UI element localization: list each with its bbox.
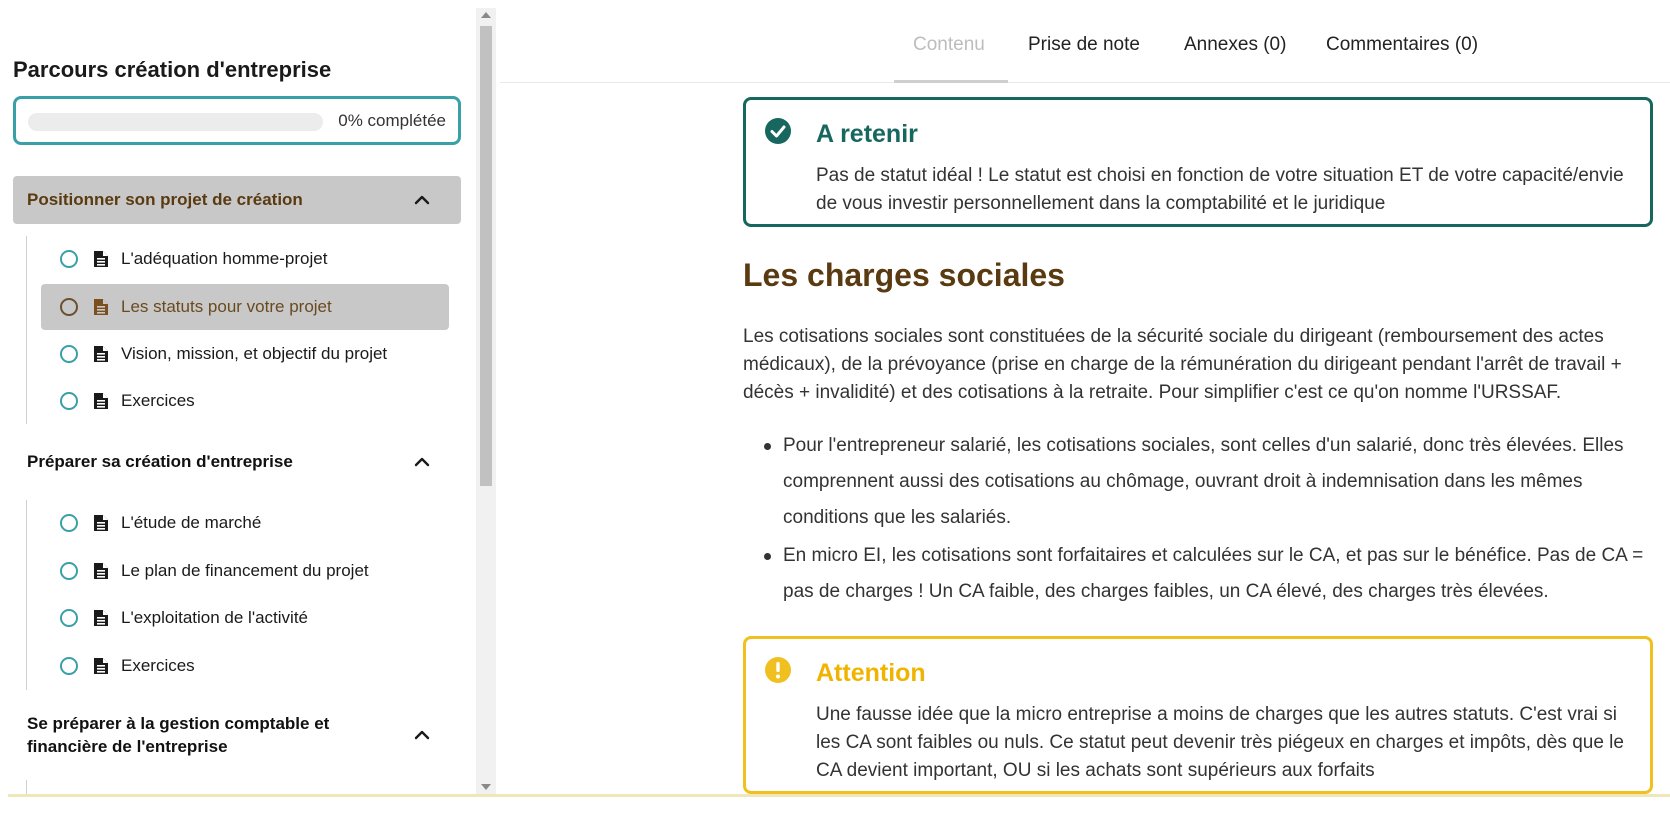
section-heading: Les charges sociales <box>743 257 1065 293</box>
progress-box <box>13 96 461 145</box>
lesson-content <box>500 0 1670 794</box>
tab-prise-de-note[interactable]: Prise de note <box>1028 34 1140 55</box>
progress-track <box>28 113 323 131</box>
section-title: Positionner son projet de création <box>27 190 303 209</box>
chevron-up-icon[interactable] <box>411 724 433 746</box>
document-icon <box>93 657 109 675</box>
course-sidebar <box>0 0 500 794</box>
document-icon <box>93 250 109 268</box>
section-title-line: financière de l'entreprise <box>27 737 228 756</box>
content-paragraph: Les cotisations sociales sont constituées de la sécurité sociale du dirigeant (remboursement des actes médicaux), de la prévoyance (prise en charge de la rémunération du dirigeant pendant l'arrêt de travail + décès + invalidité) et des cotisations à la retraite. Pour simplifier c'est ce qu'on nomme l'URSSAF. <box>743 326 1622 403</box>
callout-title: A retenir <box>816 120 918 148</box>
tab-commentaires[interactable]: Commentaires (0) <box>1326 34 1479 55</box>
callout-body: Une fausse idée que la micro entreprise a moins de charges que les autres statuts. C'est vrai si les CA sont faibles ou nuls. Ce statut peut devenir très piégeux en charges et impôts, dès que le CA devient important, OU si les achats sont supérieurs aux forfaits <box>816 704 1624 781</box>
content-tabs <box>500 0 1670 83</box>
circle-icon <box>60 345 78 363</box>
section-title: Préparer sa création d'entreprise <box>27 452 293 471</box>
lesson-label: L'étude de marché <box>121 513 262 532</box>
lesson-label: L'adéquation homme-projet <box>121 249 328 268</box>
active-tab-underline <box>894 80 1008 83</box>
lesson-item[interactable] <box>41 378 449 424</box>
course-title: Parcours création d'entreprise <box>13 57 332 82</box>
callout-title: Attention <box>816 659 926 687</box>
lesson-item-active[interactable] <box>41 284 449 330</box>
lesson-item[interactable] <box>41 548 449 594</box>
lesson-list <box>26 236 446 424</box>
section-header-gestion[interactable] <box>13 704 461 766</box>
document-icon <box>93 392 109 410</box>
lesson-label: Exercices <box>121 391 195 410</box>
lesson-item[interactable] <box>41 643 449 689</box>
lesson-label: Vision, mission, et objectif du projet <box>121 344 388 363</box>
tab-annexes[interactable]: Annexes (0) <box>1184 34 1287 55</box>
section-header-positionner[interactable] <box>13 176 461 224</box>
document-icon <box>93 514 109 532</box>
circle-icon <box>60 514 78 532</box>
lesson-label: Les statuts pour votre projet <box>121 297 332 316</box>
callout-attention <box>743 636 1653 794</box>
circle-icon <box>60 250 78 268</box>
sidebar-content <box>0 0 476 794</box>
circle-icon <box>60 657 78 675</box>
circle-icon <box>60 298 78 316</box>
lesson-list <box>26 500 446 690</box>
section-title-line: Se préparer à la gestion comptable et <box>27 714 330 733</box>
progress-label: 0% complétée <box>338 111 446 130</box>
lesson-list <box>26 780 446 794</box>
circle-icon <box>60 609 78 627</box>
lesson-label: L'exploitation de l'activité <box>121 608 308 627</box>
chevron-up-icon[interactable] <box>411 451 433 473</box>
document-icon <box>93 562 109 580</box>
chevron-up-icon[interactable] <box>411 189 433 211</box>
section-title <box>27 712 329 758</box>
circle-icon <box>60 392 78 410</box>
bullet-item: Pour l'entrepreneur salarié, les cotisations sociales, sont celles d'un salarié, donc très élevées. Elles comprennent aussi des cotisations au chômage, ouvrant droit à indemnisation dans les mêmes conditions que les salariés. <box>743 428 1653 536</box>
lesson-item[interactable] <box>41 331 449 377</box>
circle-icon <box>60 562 78 580</box>
scroll-down-arrow-icon[interactable] <box>481 784 491 790</box>
lesson-label: Le plan de financement du projet <box>121 561 369 580</box>
lesson-item[interactable] <box>41 236 449 282</box>
section-header-preparer[interactable] <box>13 438 461 486</box>
document-icon <box>93 345 109 363</box>
document-icon <box>93 298 109 316</box>
scroll-up-arrow-icon[interactable] <box>481 12 491 18</box>
lesson-item[interactable] <box>41 595 449 641</box>
tab-contenu[interactable]: Contenu <box>913 34 985 55</box>
bullet-item: En micro EI, les cotisations sont forfaitaires et calculées sur le CA, et pas sur le bénéfice. Pas de CA = pas de charges ! Un CA faible, des charges faibles, un CA élevé, des charges très élevées. <box>743 538 1653 610</box>
callout-body: Pas de statut idéal ! Le statut est choisi en fonction de votre situation ET de votre capacité/envie de vous investir personnellement dans la comptabilité et le juridique <box>816 165 1624 214</box>
exclamation-circle-icon <box>764 656 792 684</box>
bottom-divider <box>8 794 1670 797</box>
scroll-thumb[interactable] <box>480 26 492 486</box>
lesson-item[interactable] <box>41 500 449 546</box>
document-icon <box>93 609 109 627</box>
bullet-list <box>743 428 1653 612</box>
callout-retenir <box>743 97 1653 227</box>
check-circle-icon <box>764 117 792 145</box>
lesson-label: Exercices <box>121 656 195 675</box>
sidebar-scrollbar[interactable] <box>476 8 496 794</box>
